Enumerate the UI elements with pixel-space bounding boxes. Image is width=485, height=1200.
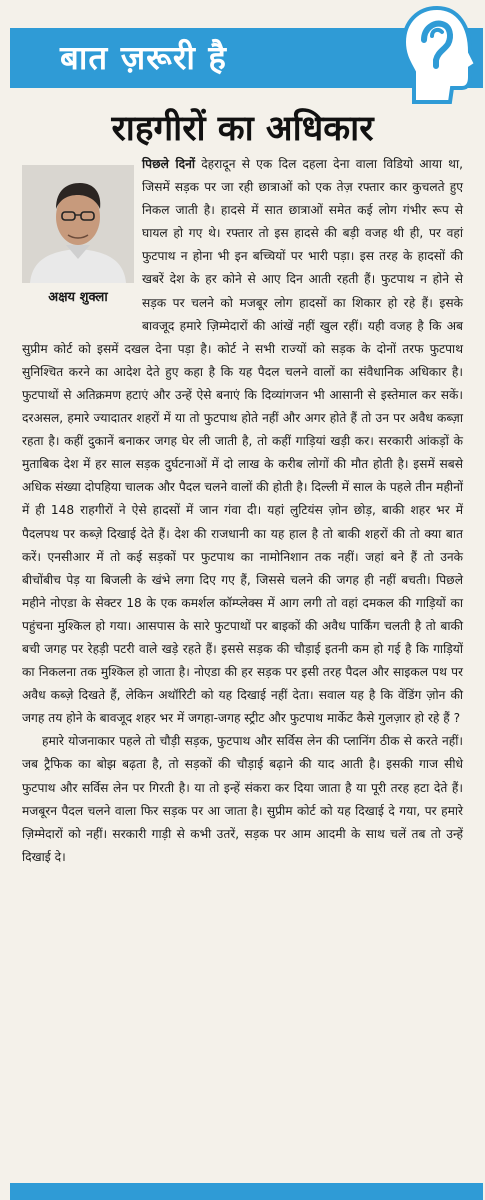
- article-body: [22, 153, 463, 869]
- next-column-banner: [10, 1183, 483, 1200]
- author-name: अक्षय शुक्ला: [48, 290, 108, 305]
- paragraph-1: [22, 153, 463, 730]
- listening-head-icon: [398, 6, 476, 108]
- paragraph-2: हमारे योजनाकार पहले तो चौड़ी सड़क, फुटपाथ और सर्विस लेन की प्लानिंग ठीक से करते नहीं। जब ट्रैफिक का बोझ बढ़ता है, तो सड़कों की चौड़ाई बढ़ाने की याद आती है। इसकी गाज सीधे फुटपाथ और सर्विस लेन पर गिरती है। या तो इन्हें संकरा कर दिया जाता है या पूरी तरह हटा देते हैं। मजबूरन पैदल चलने वाला फिर सड़क पर आ जाता है। सुप्रीम कोर्ट को यह दिखाई दे गया, पर हमारे ज़िम्मेदारों को नहीं। सरकारी गाड़ी से कभी उतरें, सड़क पर आम आदमी के साथ चलें तब तो उन्हें दिखाई दे।: [22, 734, 463, 864]
- author-spacer: [22, 153, 142, 316]
- lead-in: पिछले दिनों: [142, 157, 196, 171]
- article-headline: राहगीरों का अधिकार: [111, 109, 374, 149]
- column-title: बात ज़रूरी है: [60, 38, 227, 77]
- paragraph-1-text: देहरादून से एक दिल दहला देना वाला विडियो आया था, जिसमें सड़क पर जा रही छात्राओं को एक तेज़ रफ्तार कार कुचलते हुए निकल जाती है। हादसे में सात छात्राओं समेत कई लोग गंभीर रूप से घायल हो गए थे। रफ्तार तो इस हादसे की बड़ी वजह थी ही, पर वहां फुटपाथ न होना भी इन बच्चियों पर भारी पड़ा। इस तरह के हादसों की खबरें देश के हर कोने से आए दिन आती रहती हैं। फुटपाथ न होने से सड़क पर चलने को मजबूर लोग हादसों का शिकार हो रहे हैं। इसके बावजूद हमारे ज़िम्मेदारों की आंखें नहीं खुल रहीं। यही वजह है कि अब सुप्रीम कोर्ट को इसमें दखल देना पड़ा है। कोर्ट ने सभी राज्यों को सड़क के दोनों तरफ फुटपाथ सुनिश्चित करने का आदेश देते हुए कहा है कि यह पैदल चलने वालों का संवैधानिक अधिकार है। फुटपाथों से अतिक्रमण हटाएं और उन्हें ऐसे बनाएं कि दिव्यांगजन भी आसानी से इस्तेमाल कर सकें। दरअसल, हमारे ज्यादातर शहरों में या तो फुटपाथ होते नहीं और अगर होते हैं तो उन पर अवैध कब्ज़ा रहता है। कहीं दुकानें बनाकर जगह घेर ली जाती है, तो कहीं गाड़ियां खड़ी कर। सरकारी आंकड़ों के मुताबिक देश में हर साल सड़क दुर्घटनाओं में दो लाख के करीब लोगों की मौत होती है। इसमें सबसे अधिक संख्या दोपहिया चालक और पैदल चलने वालों की होती है। दिल्ली में साल के पहले तीन महीनों में ही 148 राहगीरों ने ऐसे हादसों में जान गंवा दी। यहां लुटियंस ज़ोन छोड़, बाकी शहर भर में पैदलपथ पर कब्ज़े दिखाई देते हैं। देश की राजधानी का यह हाल है तो बाकी शहरों की तो क्या बात करें। एनसीआर में तो कई सड़कों पर फुटपाथ का नामोनिशान तक नहीं। जहां बने हैं तो उनके बीचोंबीच पेड़ या बिजली के खंभे लगा दिए गए हैं, जिससे चलने की जगह ही नहीं बचती। पिछले महीने नोएडा के सेक्टर 18 के एक कमर्शल कॉम्प्लेक्स में आग लगी तो वहां दमकल की गाड़ियों का पहुंचना मुश्किल हो गया। आसपास के सारे फुटपाथों पर बाइकों की अवैध पार्किंग चलती है तो बाकी बची जगह पर रेहड़ी पटरी वाले खड़े रहते हैं। इससे सड़क की चौड़ाई इतनी कम हो गई है कि गाड़ियों का निकलना तक मुश्किल हो जाता है। नोएडा की हर सड़क पर इसी तरह पैदल और साइकल पथ पर अवैध कब्ज़े दिखते हैं, लेकिन अथॉरिटी को यह दिखाई नहीं देता। सवाल यह है कि वेंडिंग ज़ोन की जगह तय होने के बावजूद शहर भर में जगहा-जगह स्ट्रीट और फुटपाथ मार्केट कैसे गुलज़ार हो रहे हैं ?: [22, 157, 464, 726]
